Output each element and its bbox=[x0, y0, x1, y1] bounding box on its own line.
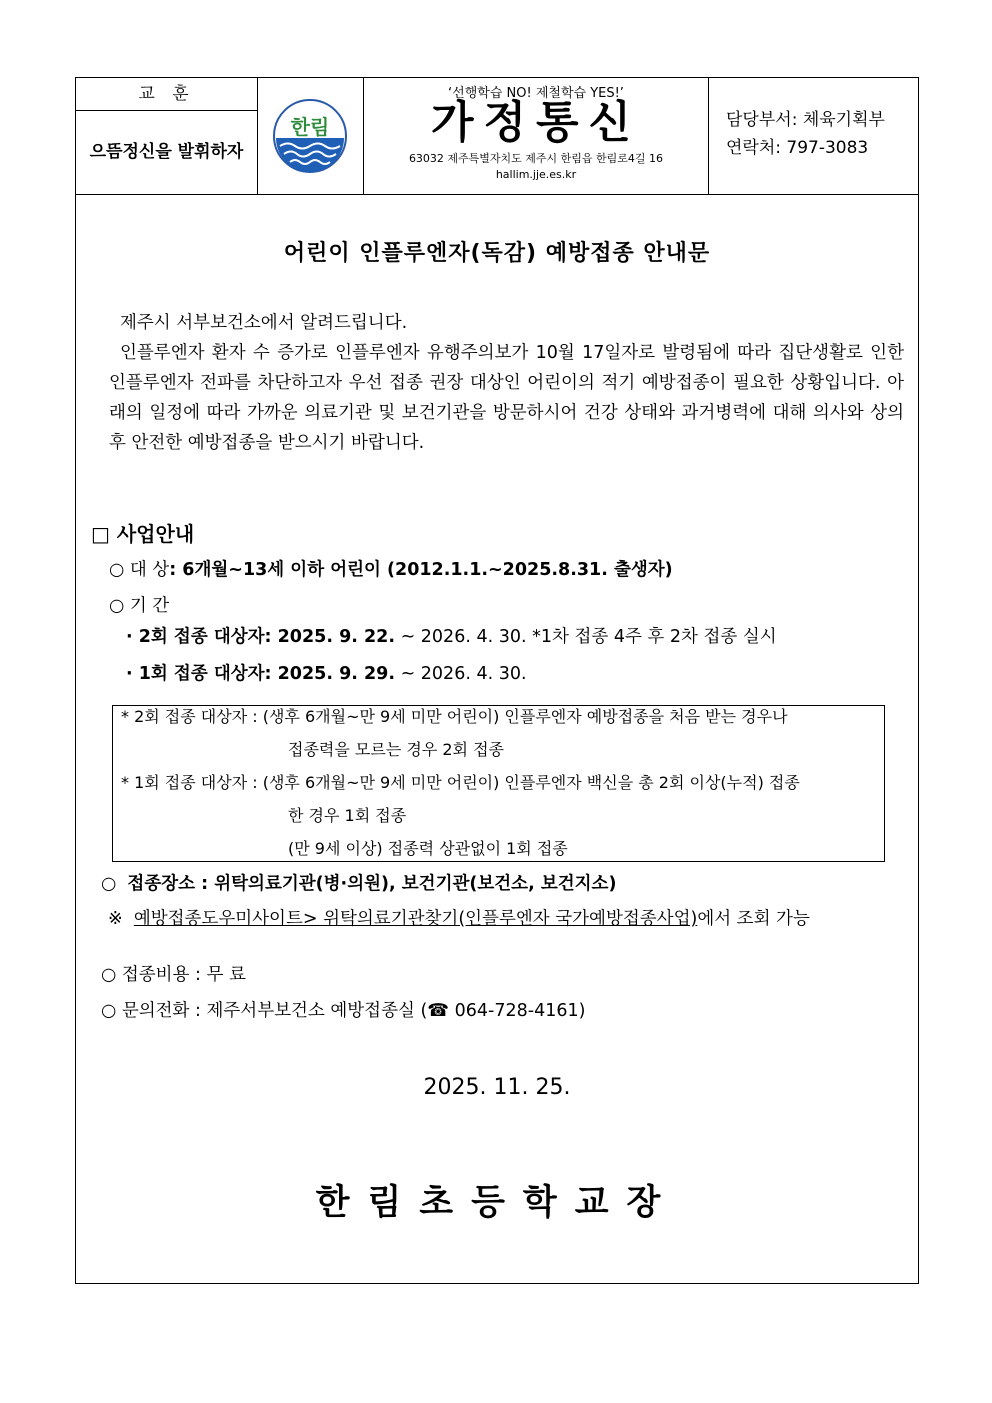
cost-line: ○ 접종비용 : 무 료 bbox=[101, 965, 246, 985]
contact-number: 연락처: 797-3083 bbox=[726, 138, 869, 158]
place-value: 접종장소 : 위탁의료기관(병·의원), 보건기관(보건소, 보건지소) bbox=[127, 874, 617, 894]
period-line-2-bold: · 1회 접종 대상자: 2025. 9. 29. bbox=[126, 664, 395, 684]
school-logo bbox=[272, 98, 348, 174]
note-2-line-3: (만 9세 이상) 접종력 상관없이 1회 접종 bbox=[288, 839, 568, 858]
school-address: 63032 제주특별자치도 제주시 한림읍 한림로4길 16 bbox=[408, 152, 664, 165]
logo-text: 한림 bbox=[290, 115, 330, 139]
period-line-2 bbox=[126, 660, 527, 685]
issue-date: 2025. 11. 25. bbox=[423, 1075, 571, 1100]
place-line bbox=[101, 870, 616, 895]
school-url: hallim.jje.es.kr bbox=[495, 168, 577, 181]
note-2-line-2: 한 경우 1회 접종 bbox=[288, 806, 407, 825]
title-cell bbox=[364, 78, 709, 194]
intro-paragraph-1: 제주시 서부보건소에서 알려드립니다. bbox=[120, 313, 408, 333]
target-line bbox=[109, 556, 673, 581]
period-label: ○ 기 간 bbox=[109, 596, 170, 616]
lookup-line bbox=[108, 905, 810, 930]
place-bullet: ○ bbox=[101, 874, 117, 894]
department: 담당부서: 체육기획부 bbox=[726, 110, 885, 130]
reference-mark: ※ bbox=[108, 909, 123, 929]
slogan: ‘선행학습 NO! 제철학습 YES!’ bbox=[448, 86, 624, 101]
note-1-line-1: * 2회 접종 대상자 : (생후 6개월~만 9세 미만 어린이) 인플루엔자 예방접종을 처음 받는 경우나 bbox=[121, 707, 788, 726]
period-line-1-rest: ~ 2026. 4. 30. *1차 접종 4주 후 2차 접종 실시 bbox=[395, 627, 777, 647]
document-title: 어린이 인플루엔자(독감) 예방접종 안내문 bbox=[283, 241, 711, 266]
period-line-1-bold: · 2회 접종 대상자: 2025. 9. 22. bbox=[126, 627, 395, 647]
newsletter-title: 가정통신 bbox=[430, 97, 641, 148]
lookup-rest: 에서 조회 가능 bbox=[697, 909, 810, 929]
period-line-1 bbox=[126, 623, 777, 648]
section-title: □ 사업안내 bbox=[91, 522, 195, 546]
logo-cell bbox=[258, 78, 364, 194]
phone-line: ○ 문의전화 : 제주서부보건소 예방접종실 (☎ 064-728-4161) bbox=[101, 1001, 586, 1021]
document-frame bbox=[75, 77, 919, 1284]
department-cell bbox=[709, 78, 918, 194]
motto-cell bbox=[76, 78, 258, 194]
intro-paragraph-2: 인플루엔자 환자 수 증가로 인플루엔자 유행주의보가 10월 17일자로 발령됨에 따라 집단생활로 인한 인플루엔자 전파를 차단하고자 우선 접종 권장 대상인 어린이의 적기 예방접종이 필요한 상황입니다. 아래의 일정에 따라 가까운 의료기관 및 보건기관을 방문하시어 건강 상태와 과거병력에 대해 의사와 상의 후 안전한 예방접종을 받으시기 바랍니다. bbox=[109, 343, 904, 453]
notes-box bbox=[112, 705, 885, 862]
intro-text bbox=[109, 308, 904, 458]
note-2-line-1: * 1회 접종 대상자 : (생후 6개월~만 9세 미만 어린이) 인플루엔자 백신을 총 2회 이상(누적) 접종 bbox=[121, 773, 800, 792]
period-line-2-rest: ~ 2026. 4. 30. bbox=[395, 664, 527, 684]
motto-label: 교 훈 bbox=[76, 78, 257, 111]
target-label: ○ 대 상 bbox=[109, 560, 170, 580]
principal-signature: 한림초등학교장 bbox=[315, 1183, 679, 1223]
letterhead bbox=[76, 78, 918, 195]
motto-text: 으뜸정신을 발휘하자 bbox=[89, 142, 244, 162]
note-1-line-2: 접종력을 모르는 경우 2회 접종 bbox=[288, 740, 504, 759]
vaccination-site-link[interactable]: 예방접종도우미사이트> 위탁의료기관찾기(인플루엔자 국가예방접종사업) bbox=[133, 909, 698, 929]
target-value: : 6개월~13세 이하 어린이 (2012.1.1.~2025.8.31. 출생자) bbox=[169, 560, 673, 580]
